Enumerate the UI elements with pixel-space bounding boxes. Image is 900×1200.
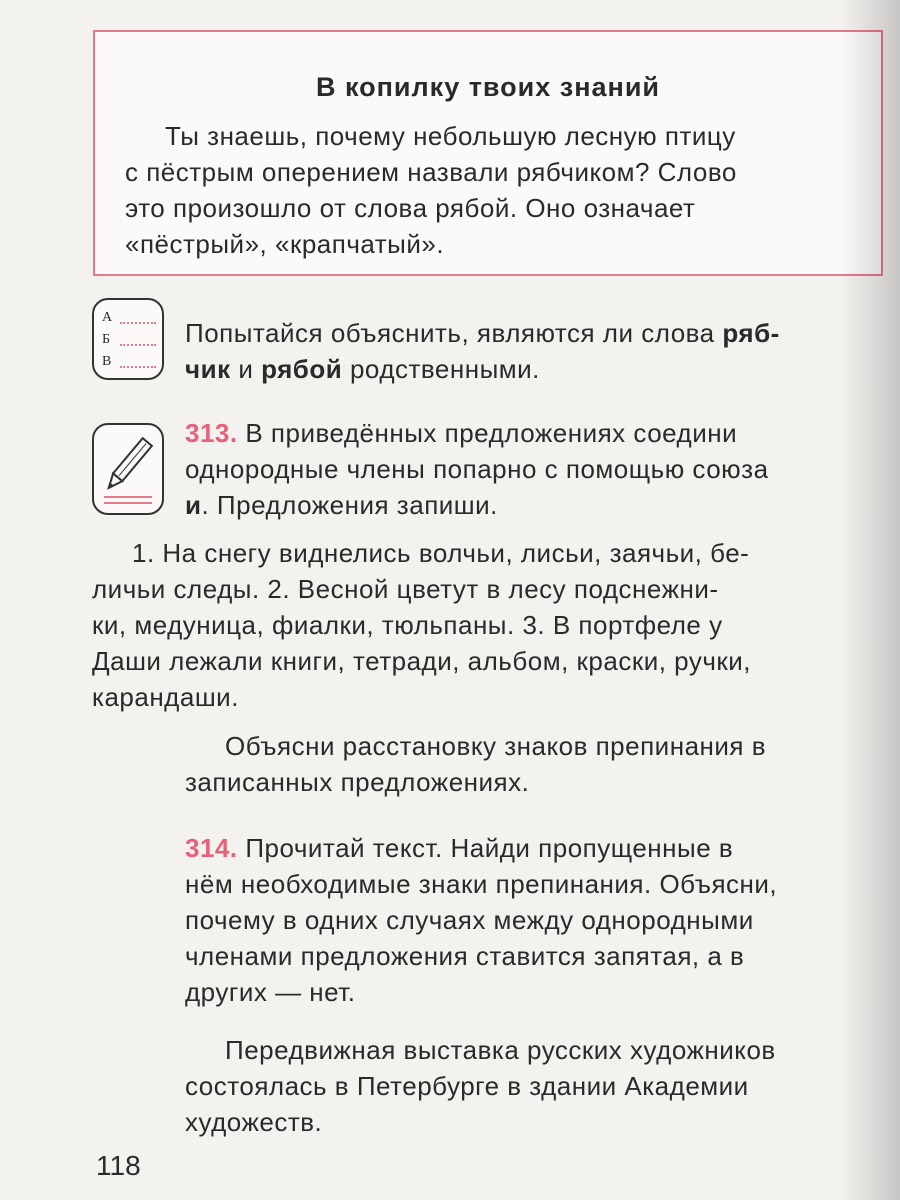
exercise-text-line: карандаши.: [92, 682, 239, 712]
task-related-words: [185, 315, 885, 387]
instruction-text: однородные члены попарно с помощью союза: [185, 454, 769, 484]
instruction-text: В приведённых предложениях соедини: [245, 418, 738, 448]
page-number: 118: [96, 1150, 141, 1181]
exercise-text-line: 1. На снегу виднелись волчьи, лисьи, заячьи, бе-: [132, 538, 750, 568]
exercise-313-text: [92, 535, 887, 715]
exercise-314-text: [185, 1032, 885, 1140]
exercise-text-line: личьи следы. 2. Весной цветут в лесу подснежни-: [92, 574, 719, 604]
exercise-313-instruction: [185, 415, 885, 523]
exercise-text-line: ки, медуница, фиалки, тюльпаны. 3. В портфеле у: [92, 610, 723, 640]
abc-letter: В: [102, 354, 112, 369]
knowledge-line: Ты знаешь, почему небольшую лесную птицу: [165, 121, 736, 151]
abc-letter: А: [102, 310, 113, 325]
task-text: Попытайся объяснить, являются ли слова: [185, 318, 715, 348]
exercise-313-followup: [185, 728, 885, 800]
knowledge-box-text: [125, 118, 856, 262]
page-fold-shadow: [840, 0, 900, 1200]
knowledge-box-title: В копилку твоих знаний: [315, 72, 661, 102]
exercise-text-line: Передвижная выставка русских художников: [225, 1035, 776, 1065]
task-word: ряб-: [722, 318, 780, 348]
exercise-number: 314.: [185, 833, 238, 863]
exercise-314-instruction: [185, 830, 885, 1010]
followup-line: записанных предложениях.: [185, 767, 530, 797]
knowledge-line: «пёстрый», «крапчатый».: [125, 229, 445, 259]
abc-letter: Б: [102, 332, 111, 347]
knowledge-line: это произошло от слова рябой. Оно означает: [125, 193, 696, 223]
task-word: чик: [185, 354, 231, 384]
instruction-text: Прочитай текст. Найди пропущенные в: [245, 833, 734, 863]
instruction-text: . Предложения запиши.: [201, 490, 498, 520]
instruction-text: членами предложения ставится запятая, а в: [185, 941, 745, 971]
exercise-text-line: художеств.: [185, 1107, 323, 1137]
knowledge-box: [93, 30, 883, 276]
task-word: рябой: [261, 354, 343, 384]
instruction-text: нём необходимые знаки препинания. Объясни,: [185, 869, 778, 899]
knowledge-line: с пёстрым оперением назвали рябчиком? Слово: [125, 157, 737, 187]
instruction-text: почему в одних случаях между однородными: [185, 905, 754, 935]
abc-dictionary-icon: [92, 298, 164, 380]
followup-line: Объясни расстановку знаков препинания в: [225, 731, 767, 761]
exercise-number: 313.: [185, 418, 238, 448]
exercise-text-line: Даши лежали книги, тетради, альбом, краски, ручки,: [92, 646, 752, 676]
pencil-writing-icon: [92, 423, 164, 515]
task-text: и: [238, 354, 254, 384]
exercise-text-line: состоялась в Петербурге в здании Академии: [185, 1071, 749, 1101]
instruction-text: других — нет.: [185, 977, 356, 1007]
instruction-bold-word: и: [185, 490, 202, 520]
task-text: родственными.: [349, 354, 540, 384]
